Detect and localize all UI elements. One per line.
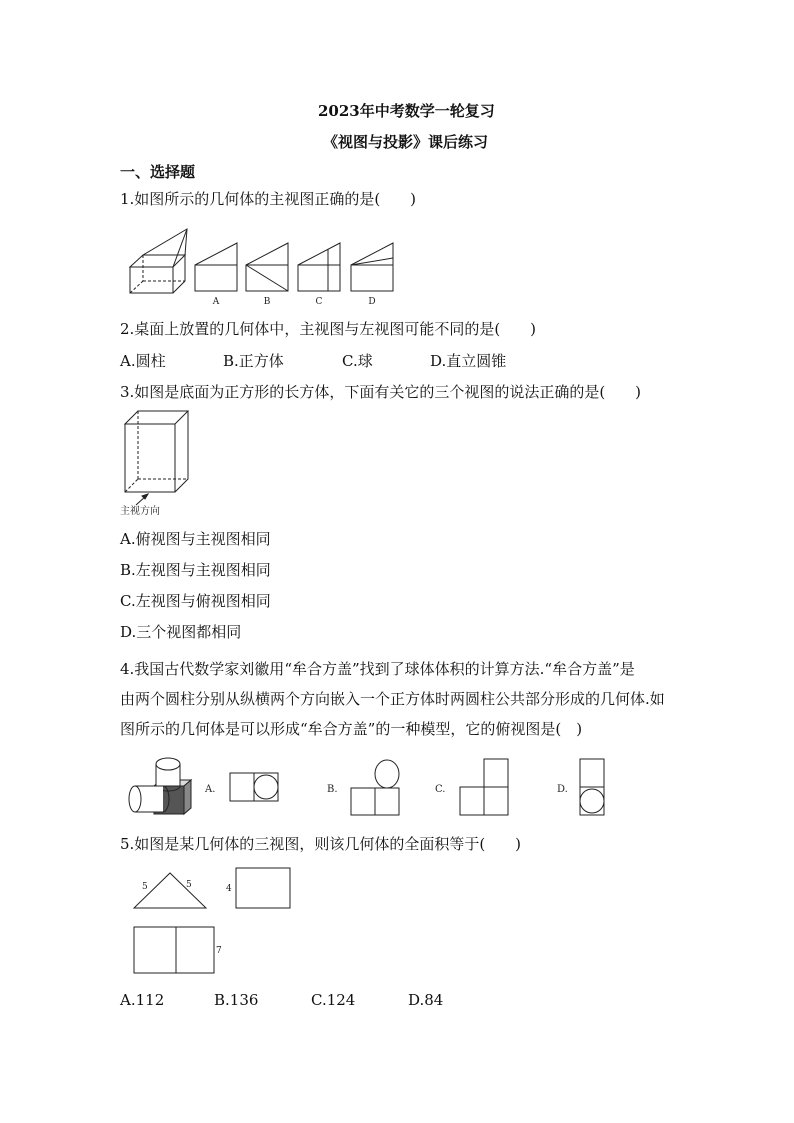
q2-stem: 2.桌面上放置的几何体中，主视图与左视图可能不同的是( ): [120, 320, 537, 338]
q4-label-b: B.: [327, 784, 338, 795]
q5-option-a: A.112: [120, 991, 165, 1009]
q5-edge-right: 5: [186, 880, 192, 890]
q2-option-b: B.正方体: [223, 352, 284, 370]
q4-label-d: D.: [557, 784, 568, 795]
q1-option-b-view: [246, 243, 288, 291]
q1-option-a-view: [195, 243, 237, 291]
q1-option-d-view: [351, 243, 393, 291]
q5-height: 4: [226, 884, 232, 894]
q3-cuboid-shape: [125, 411, 188, 492]
q4-model-shape: [129, 758, 191, 814]
q4-label-c: C.: [435, 784, 446, 795]
q4-line-2: 由两个圆柱分别从纵横两个方向嵌入一个正方体时两圆柱公共部分形成的几何体.如: [120, 690, 665, 708]
q5-option-c: C.124: [311, 991, 356, 1009]
q4-line-3: 图所示的几何体是可以形成“牟合方盖”的一种模型，它的俯视图是( ): [120, 720, 583, 738]
q5-top-view-left: [134, 927, 176, 973]
doc-subtitle: 《视图与投影》课后练习: [323, 133, 489, 151]
q4-option-a-view: [230, 773, 278, 801]
q4-option-b-view: [351, 760, 399, 815]
q1-stem: 1.如图所示的几何体的主视图正确的是( ): [120, 190, 417, 208]
q5-side-view-rect: [236, 868, 290, 908]
q5-edge-left: 5: [142, 882, 148, 892]
doc-title: 2023年中考数学一轮复习: [318, 102, 495, 120]
q3-view-arrow: [136, 494, 148, 505]
q1-solid-shape: [130, 229, 187, 293]
q1-label-c: C: [315, 297, 323, 307]
q5-stem: 5.如图是某几何体的三视图，则该几何体的全面积等于( ): [120, 835, 522, 853]
q4-label-a: A.: [205, 784, 216, 795]
q4-option-d-view: [580, 759, 604, 815]
q5-length: 7: [216, 946, 222, 956]
q5-option-b: B.136: [214, 991, 259, 1009]
q4-figure: [125, 752, 620, 820]
q2-option-a: A.圆柱: [120, 352, 166, 370]
q3-option-a: A.俯视图与主视图相同: [120, 530, 271, 548]
q1-label-b: B: [263, 297, 271, 307]
q3-option-b: B.左视图与主视图相同: [120, 561, 271, 579]
q4-option-c-view: [460, 759, 508, 815]
q1-label-d: D: [368, 297, 376, 307]
section-heading: 一、选择题: [120, 163, 196, 181]
q3-stem: 3.如图是底面为正方形的长方体，下面有关它的三个视图的说法正确的是( ): [120, 383, 642, 401]
q2-option-c: C.球: [342, 352, 373, 370]
q3-option-d: D.三个视图都相同: [120, 623, 242, 641]
q3-option-c: C.左视图与俯视图相同: [120, 592, 271, 610]
q3-caption: 主视方向: [120, 506, 160, 517]
q4-line-1: 4.我国古代数学家刘徽用“牟合方盖”找到了球体体积的计算方法.“牟合方盖”是: [120, 660, 635, 678]
q1-label-a: A: [212, 297, 220, 307]
q5-option-d: D.84: [408, 991, 444, 1009]
q5-top-view-right: [176, 927, 214, 973]
q3-figure: [118, 408, 198, 518]
q2-option-d: D.直立圆锥: [430, 352, 507, 370]
q1-option-c-view: [298, 243, 340, 291]
q1-figure: [125, 225, 410, 310]
q5-figure: [130, 865, 300, 980]
